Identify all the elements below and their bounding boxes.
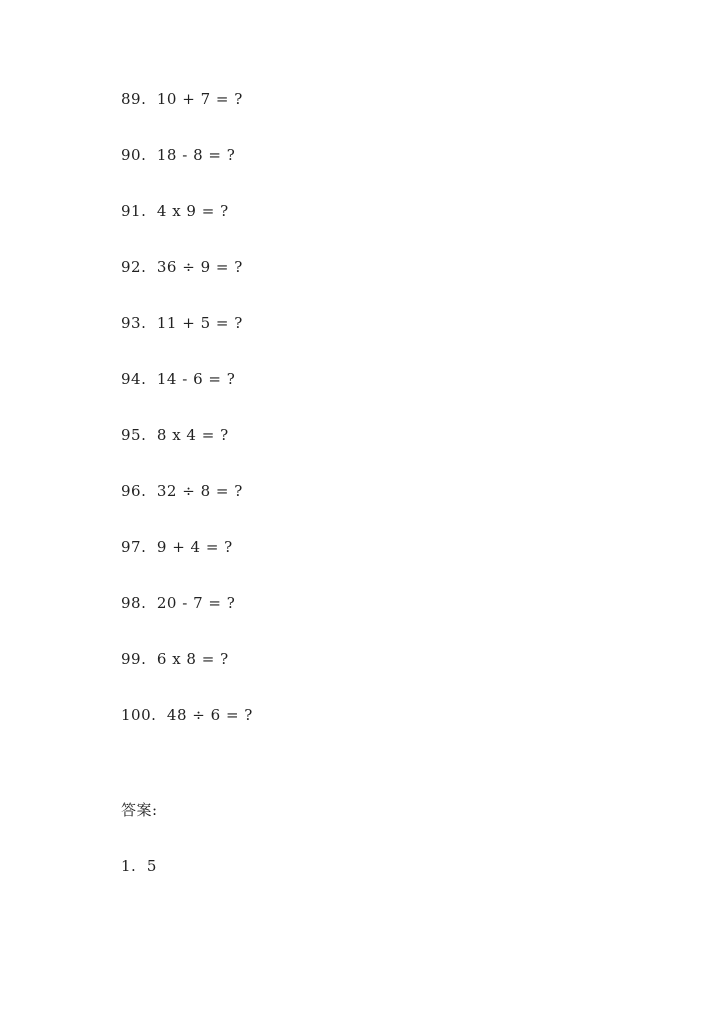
answers-heading: 答案: <box>121 801 158 819</box>
problem-96: 96. 32 ÷ 8 = ? <box>121 482 243 500</box>
problem-93: 93. 11 + 5 = ? <box>121 314 243 332</box>
problem-92: 92. 36 ÷ 9 = ? <box>121 258 243 276</box>
problem-100: 100. 48 ÷ 6 = ? <box>121 706 253 724</box>
problem-99: 99. 6 x 8 = ? <box>121 650 229 668</box>
problem-91: 91. 4 x 9 = ? <box>121 202 229 220</box>
problem-89: 89. 10 + 7 = ? <box>121 90 243 108</box>
problem-98: 98. 20 - 7 = ? <box>121 594 236 612</box>
problem-94: 94. 14 - 6 = ? <box>121 370 236 388</box>
problem-90: 90. 18 - 8 = ? <box>121 146 236 164</box>
problem-95: 95. 8 x 4 = ? <box>121 426 229 444</box>
answer-1: 1. 5 <box>121 857 157 875</box>
problem-97: 97. 9 + 4 = ? <box>121 538 233 556</box>
